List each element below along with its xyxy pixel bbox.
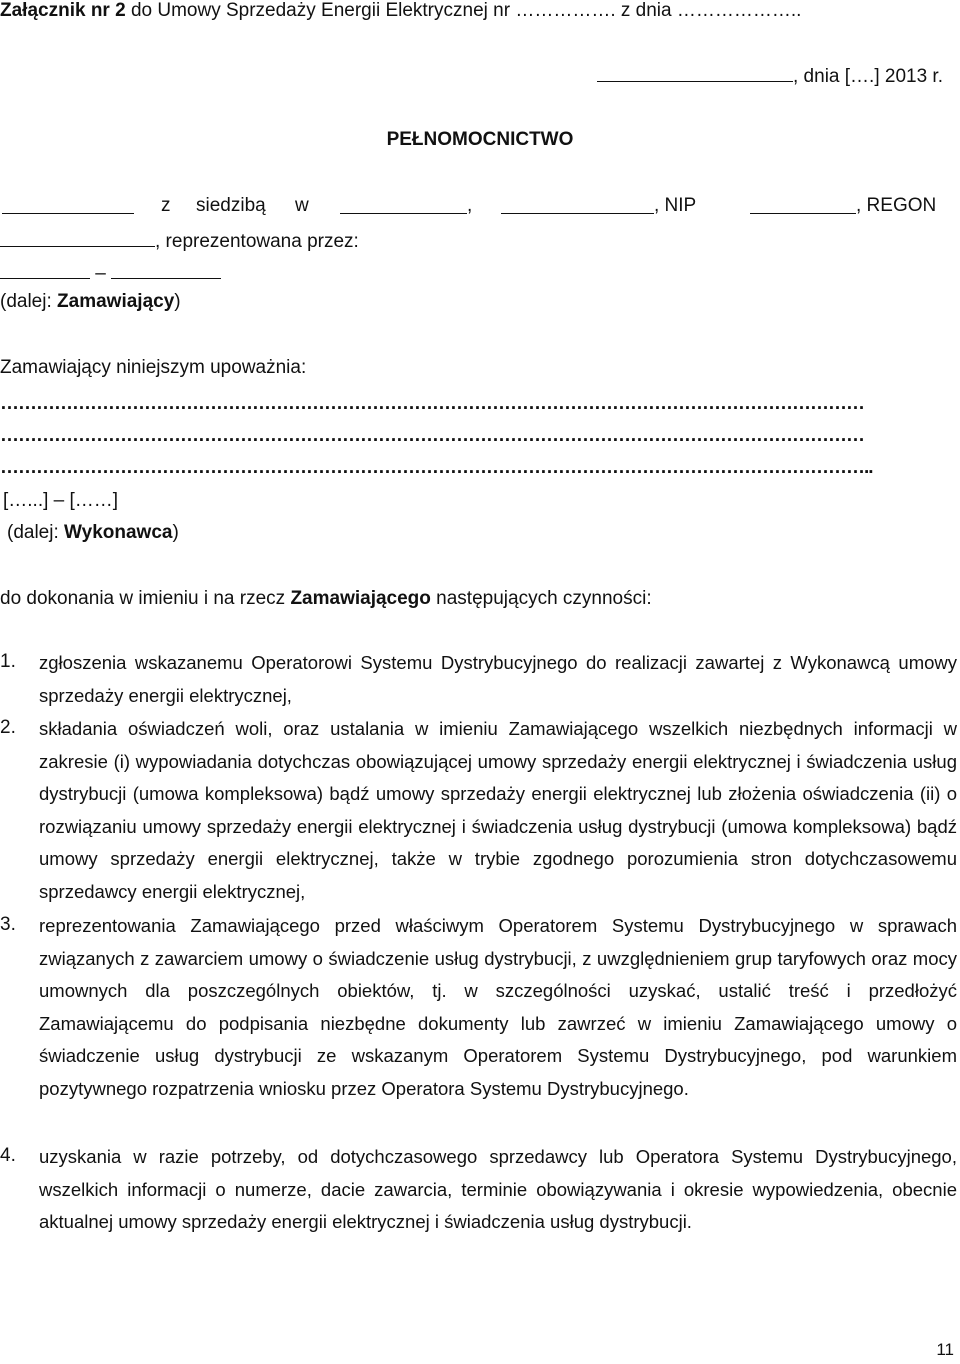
client-alias bbox=[0, 291, 181, 313]
represented-label: , reprezentowana przez: bbox=[155, 231, 359, 252]
list-item-text: zgłoszenia wskazanemu Operatorowi Systemu Dystrybucyjnego do realizacji zawartej z Wykonawcą umowy sprzedaży energii elektrycznej, bbox=[39, 652, 957, 706]
seat-label: siedzibą bbox=[196, 195, 266, 216]
page-number: 11 bbox=[936, 1340, 954, 1359]
seat-comma: , bbox=[467, 195, 473, 216]
party-line-3 bbox=[0, 260, 221, 285]
list-item-number: 1. bbox=[0, 651, 16, 672]
dots-line-2: ……………………………………………………………………………………………………………………………… bbox=[0, 425, 864, 446]
representative-2-blank bbox=[111, 260, 221, 279]
scope-after: następujących czynności: bbox=[430, 588, 652, 609]
nip-label: , NIP bbox=[654, 195, 697, 216]
client-alias-close: ) bbox=[174, 291, 181, 312]
annex-header bbox=[0, 0, 801, 22]
regon-label: , REGON bbox=[856, 195, 937, 216]
place-blank bbox=[597, 63, 793, 82]
scope-line bbox=[0, 588, 652, 610]
dots-line-3: ……………………………………………………………………………………………………………………………….. bbox=[0, 457, 873, 478]
date-line bbox=[597, 63, 943, 88]
contractor-alias-open: (dalej: bbox=[7, 522, 65, 543]
list-item-number: 4. bbox=[0, 1145, 16, 1166]
list-item-text: składania oświadczeń woli, oraz ustalania w imieniu Zamawiającego wszelkich niezbędnych informacji w zakresie (i) wypowiadania dotychczas obowiązującej umowy sprzedaży energii elektrycznej i świadczenia usług dystrybucji (umowa kompleksowa) bądź umowy sprzedaży energii elektrycznej lub złożenia oświadczenia (ii) o rozwiązaniu umowy sprzedaży energii elektrycznej i świadczenia usług dystrybucji (umowa kompleksowa) bądź umowy sprzedaży energii elektrycznej, także w trybie zgodnego porozumienia stron dotychczasowemu sprzedawcy energii elektrycznej, bbox=[39, 718, 957, 902]
document-title: PEŁNOMOCNICTWO bbox=[386, 129, 574, 150]
client-alias-name: Zamawiający bbox=[57, 291, 175, 312]
scope-bold: Zamawiającego bbox=[290, 588, 431, 609]
contractor-alias-name: Wykonawca bbox=[64, 522, 173, 543]
list-item-number: 2. bbox=[0, 717, 16, 738]
address-blank bbox=[501, 195, 654, 214]
seat-z: z bbox=[161, 195, 171, 216]
contractor-placeholder: […...] – [……] bbox=[3, 490, 119, 511]
scope-before: do dokonania w imieniu i na rzecz bbox=[0, 588, 291, 609]
seat-w: w bbox=[295, 195, 309, 216]
seat-blank bbox=[340, 195, 467, 214]
list-item-text: uzyskania w razie potrzeby, od dotychczasowego sprzedawcy lub Operatora Systemu Dystrybucyjnego, wszelkich informacji o numerze, dacie zawarcia, terminie obowiązywania i okresie wypowiedzenia, obecnie aktualnej umowy sprzedaży energii elektrycznej i świadczenia usług dystrybucji. bbox=[39, 1146, 957, 1233]
party-name-blank bbox=[2, 195, 134, 214]
client-alias-open: (dalej: bbox=[0, 291, 58, 312]
contractor-alias bbox=[7, 522, 179, 544]
contractor-alias-close: ) bbox=[172, 522, 179, 543]
list-item-text: reprezentowania Zamawiającego przed właściwym Operatorem Systemu Dystrybucyjnego w sprawach związanych z zawarciem umowy o świadczenie usług dystrybucji, z uwzględnieniem grup taryfowych oraz mocy umownych dla poszczególnych obiektów, tj. w szczególności uzyskać, ustalić treść i przedłożyć Zamawiającemu do podpisania niezbędne dokumenty lub zawrzeć w imieniu Zamawiającego umowy o świadczenie usług dystrybucji ze wskazanym Operatorem Systemu Dystrybucyjnego, pod warunkiem pozytywnego rozpatrzenia wniosku przez Operatora Systemu Dystrybucyjnego. bbox=[39, 915, 957, 1099]
authorizes-line: Zamawiający niniejszym upoważnia: bbox=[0, 357, 307, 378]
party-line-2 bbox=[0, 228, 359, 253]
representative-1-blank bbox=[0, 260, 90, 279]
annex-rest: do Umowy Sprzedaży Energii Elektrycznej nr ……………. z dnia ……………….. bbox=[125, 0, 802, 21]
date-text: , dnia [….] 2013 r. bbox=[793, 66, 943, 87]
dots-line-1: ……………………………………………………………………………………………………………………………… bbox=[0, 393, 864, 414]
representative-dash: – bbox=[95, 263, 106, 284]
annex-label: Załącznik nr 2 bbox=[0, 0, 126, 21]
nip-blank bbox=[750, 195, 856, 214]
list-item-number: 3. bbox=[0, 914, 16, 935]
regon-blank bbox=[0, 228, 155, 247]
